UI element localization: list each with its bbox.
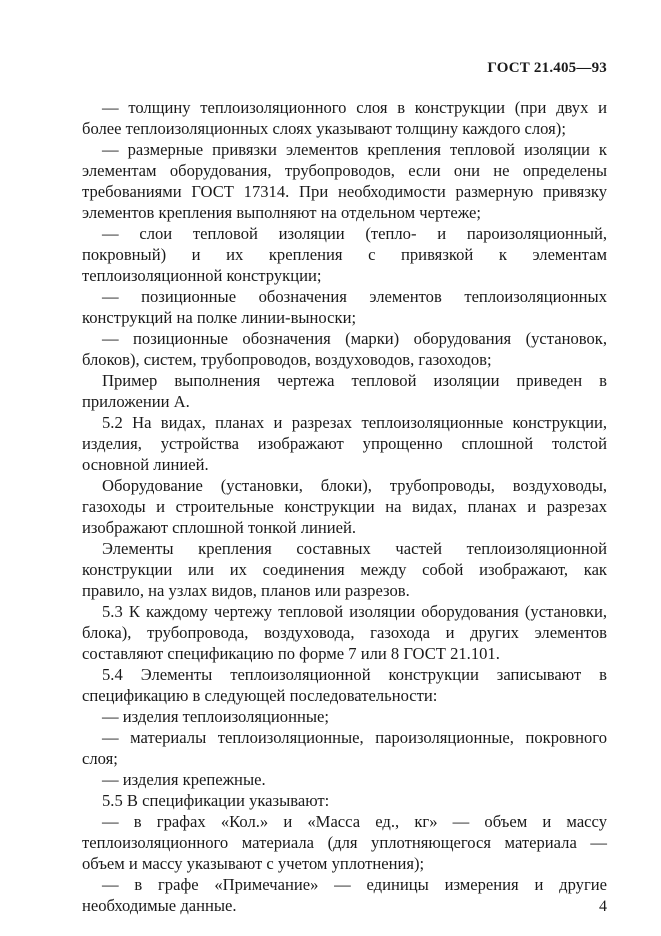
- text-line: 5.3 К каждому чертежу тепловой изоляции оборудования (установки,: [102, 602, 607, 621]
- text-line: — позиционные обозначения элементов теплоизоляционных: [102, 287, 607, 306]
- text-line: необходимые данные.: [82, 896, 237, 915]
- text-line: слоя;: [82, 749, 118, 768]
- text-line: более теплоизоляционных слоях указывают толщину каждого слоя);: [82, 119, 566, 138]
- document-body: [82, 97, 607, 916]
- text-line: конструкции или их соединения между собой изображают, как: [82, 560, 607, 579]
- text-line: — слои тепловой изоляции (тепло- и пароизоляционный,: [102, 224, 607, 243]
- text-line: — изделия крепежные.: [102, 770, 266, 789]
- text-line: блоков), систем, трубопроводов, воздуховодов, газоходов;: [82, 350, 492, 369]
- standard-code: ГОСТ 21.405—93: [487, 60, 607, 76]
- text-line: конструкций на полке линии-выноски;: [82, 308, 357, 327]
- text-line: элементам оборудования, трубопроводов, если они не определены: [82, 161, 607, 180]
- text-line: блока), трубопровода, воздуховода, газохода и других элементов: [82, 623, 607, 642]
- text-line: — в графе «Примечание» — единицы измерения и другие: [102, 875, 607, 894]
- page-number: 4: [599, 898, 607, 915]
- text-line: основной линией.: [82, 455, 209, 474]
- text-line: — толщину теплоизоляционного слоя в конструкции (при двух и: [102, 98, 607, 117]
- text-line: изображают сплошной тонкой линией.: [82, 518, 357, 537]
- text-line: правило, на узлах видов, планов или разрезов.: [82, 581, 410, 600]
- text-line: 5.4 Элементы теплоизоляционной конструкции записывают в: [102, 665, 607, 684]
- text-line: составляют спецификацию по форме 7 или 8 ГОСТ 21.101.: [82, 644, 500, 663]
- text-line: — позиционные обозначения (марки) оборудования (установок,: [102, 329, 607, 348]
- text-line: — изделия теплоизоляционные;: [102, 707, 329, 726]
- text-line: приложении А.: [82, 392, 190, 411]
- text-line: газоходы и строительные конструкции на видах, планах и разрезах: [82, 497, 607, 516]
- text-line: Элементы крепления составных частей теплоизоляционной: [102, 539, 607, 558]
- text-line: элементов крепления выполняют на отдельном чертеже;: [82, 203, 481, 222]
- text-line: покровный) и их крепления с привязкой к элементам: [82, 245, 607, 264]
- text-line: Пример выполнения чертежа тепловой изоляции приведен в: [102, 371, 607, 390]
- text-line: — размерные привязки элементов крепления тепловой изоляции к: [102, 140, 607, 159]
- page-header: [487, 60, 607, 77]
- text-line: Оборудование (установки, блоки), трубопроводы, воздуховоды,: [102, 476, 607, 495]
- text-line: — материалы теплоизоляционные, пароизоляционные, покровного: [102, 728, 607, 747]
- text-line: 5.2 На видах, планах и разрезах теплоизоляционные конструкции,: [102, 413, 607, 432]
- text-line: объем и массу указывают с учетом уплотнения);: [82, 854, 425, 873]
- text-line: — в графах «Кол.» и «Масса ед., кг» — объем и массу: [102, 812, 607, 831]
- text-line: теплоизоляционного материала (для уплотняющегося материала —: [82, 833, 607, 852]
- text-line: 5.5 В спецификации указывают:: [102, 791, 330, 810]
- text-line: спецификацию в следующей последовательности:: [82, 686, 438, 705]
- text-line: требованиями ГОСТ 17314. При необходимости размерную привязку: [82, 182, 607, 201]
- text-line: теплоизоляционной конструкции;: [82, 266, 322, 285]
- text-line: изделия, устройства изображают упрощенно сплошной толстой: [82, 434, 607, 453]
